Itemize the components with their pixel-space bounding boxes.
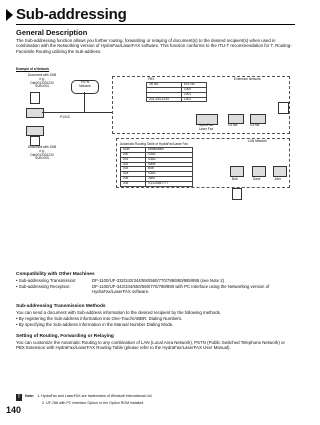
pc-icon	[252, 166, 266, 177]
user-label: John	[274, 177, 281, 181]
compat-row: • Sub-addressing Reception: DF-1100/UF-342/344/550/560/770/788/880 with PC Interface using the Networking version of HydraFax/LaserFAX software.	[16, 284, 270, 295]
title-rule	[16, 24, 295, 25]
lan-network-label: LAN Network	[248, 139, 267, 143]
user-label: Bob	[232, 177, 238, 181]
setting-text: You can customize the Automatic Routing to any combination of LAN (Local Area Network), PSTN (Public Switched Telephone Network) or PBX Extension with HydraFax/LaserFAX Routing Table (please refer to the HydraFax/LaserFAX User Manual).	[16, 340, 285, 351]
section-heading: General Description	[16, 28, 88, 37]
doc-top-caption: Document with SUB e.g. Dial2013331234 SUB=004	[27, 73, 57, 89]
note-block	[16, 394, 292, 406]
page-number: 140	[6, 405, 22, 415]
setting-heading: Setting of Routing, Forwarding or Relaying	[16, 334, 114, 339]
extension-network-label: Extension Network	[234, 77, 261, 81]
methods-text: You can send a document with Sub-address information to the desired recipient by the following methods.	[16, 310, 222, 315]
pbx-table: PBX Tel No. Ext. No. 1000 1001 201-333-1234 1002	[146, 78, 207, 102]
document-icon	[30, 92, 40, 104]
note-line: 1. HydraFax and LaserFAX are trademarks of Windsoft International Ltd.	[37, 394, 153, 398]
g3-fax-label: G3 fax	[228, 123, 238, 127]
pc-icon	[230, 166, 244, 177]
example-label: Example of a Network	[16, 67, 50, 71]
pjunc-label: PJ/11C	[60, 115, 71, 119]
caution-icon: !	[16, 394, 22, 401]
hydrafax-label: HydraFax/ Laser Fax	[198, 123, 214, 131]
methods-bullet: • By specifying the Sub-address information in the Manual Number Dialing Mode.	[16, 322, 174, 327]
pstn-network: PSTN Network	[71, 80, 99, 94]
connection-line	[84, 92, 85, 112]
triangle-bullet-icon	[6, 9, 13, 21]
methods-heading: Sub-addressing Transmission Methods	[16, 304, 106, 309]
document-icon	[278, 102, 289, 114]
compat-row: • Sub-addressing Transmission: DF-1100/UF-332/342/344/550/560/770/788/880/885/895 (see Note 2)	[16, 278, 225, 283]
network-figure	[16, 68, 292, 268]
methods-bullet: • By registering the Sub-address information into One-Touch/ABBR. Dialing Numbers.	[16, 316, 183, 321]
compat-heading: Compatibility with Other Machines	[16, 272, 95, 277]
document-icon	[232, 188, 242, 200]
page-title: Sub-addressing	[16, 6, 127, 23]
pc-icon	[273, 166, 287, 177]
user-label: Dave	[253, 177, 261, 181]
g3-fax-label: G3 fax	[250, 123, 260, 127]
title-bar	[6, 6, 295, 24]
doc-bottom-caption: Document with SUB e.g. Dial2013331234 SUB=005	[27, 145, 57, 161]
fax-machine-icon	[26, 108, 44, 118]
fax-machine-icon	[26, 126, 44, 136]
intro-paragraph: The Sub-addressing function allows you further routing, forwarding or relaying of document(s) to the desired recipient(s) when used in combination with the Networking version of HydraFax/LaserFAX software. This function conforms to the ITU-T recommendation for T. Routing-Facsimile Routing utilizing the Sub-address.	[16, 38, 292, 54]
note-label: Note:	[25, 394, 35, 398]
note-line: 2. UF-788 with PC Interface Option or the Option ROM installed.	[42, 401, 145, 405]
routing-table: Automatic Routing Table of HydraFax/Laser Fax SUB Destination 000 G3#1 001 G3#2 002 Dave 003 Bob 004 G3#1 005 John 006 9,2125557777	[120, 143, 193, 187]
connection-line	[42, 112, 112, 113]
